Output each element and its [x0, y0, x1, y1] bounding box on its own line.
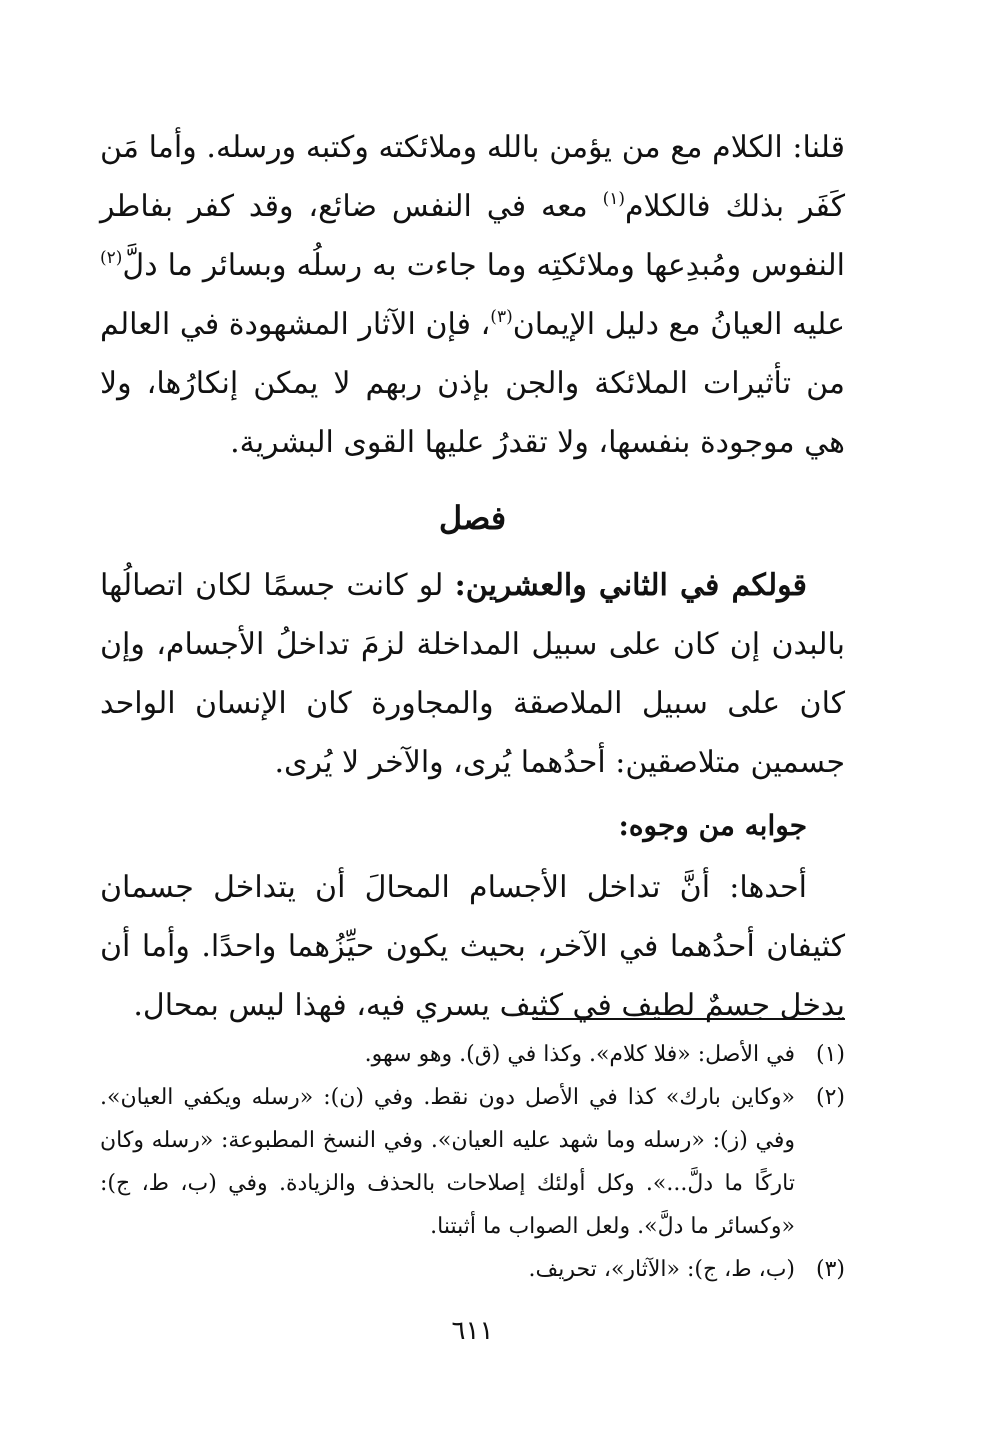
paragraph-1-text-c: عليه العيانُ مع دليل الإيمان	[512, 307, 845, 342]
footnotes	[100, 1033, 845, 1291]
paragraph-1-text-b: معه في النفس ضائع، وقد كفر بفاطر النفوس ومُبدِعها وملائكتِه وما جاءت به رسلُه وبسائر ما دلَّ	[100, 189, 845, 283]
footnote-separator	[533, 1018, 845, 1020]
paragraph-2-lead: قولكم في الثاني والعشرين:	[454, 568, 807, 603]
paragraph-1-text-a: قلنا: الكلام مع من يؤمن بالله وملائكته وكتبه ورسله. وأما مَن كَفَر بذلك فالكلام	[100, 130, 845, 224]
answer-subheading: جوابه من وجوه:	[618, 809, 807, 842]
footnote-ref-1: (١)	[602, 189, 625, 209]
footnote-ref-3: (٣)	[490, 307, 513, 327]
footnote-3	[100, 1248, 845, 1291]
footnote-text: في الأصل: «فلا كلام». وكذا في (ق). وهو سهو.	[364, 1042, 795, 1067]
footnote-2	[100, 1076, 845, 1248]
footnote-text: «وكاين بارك» كذا في الأصل دون نقط. وفي (ن): «رسله ويكفي العيان». وفي (ز): «رسله وما شهد عليه العيان». وفي النسخ المطبوعة: «رسله وكان تاركًا ما دلَّ...». وكل أولئك إصلاحات بالحذف والزيادة. وفي (ب، ط، ج): «وكسائر ما دلَّ». ولعل الصواب ما أثبتنا.	[100, 1085, 795, 1239]
footnote-number: (٢)	[815, 1085, 845, 1110]
paragraph-3: أحدها: أنَّ تداخل الأجسام المحالَ أن يتداخل جسمان كثيفان أحدُهما في الآخر، بحيث يكون حيِّزُهما واحدًا. وأما أن يدخل جسمٌ لطيف في كثيف يسري فيه، فهذا ليس بمحال.	[100, 870, 845, 1023]
footnote-number: (٣)	[815, 1257, 845, 1282]
paragraph-1	[100, 118, 845, 472]
paragraph-2	[100, 556, 845, 792]
book-page	[100, 118, 845, 1358]
footnote-ref-2: (٢)	[100, 248, 123, 268]
footnote-text: (ب، ط، ج): «الآثار»، تحريف.	[528, 1257, 795, 1282]
section-heading: فصل	[438, 499, 507, 537]
paragraph-1-text-d: ، فإن الآثار المشهودة في العالم من تأثيرات الملائكة والجن بإذن ربهم لا يمكن إنكارُها، ولا هي موجودة بنفسها، ولا تقدرُ عليها القوى البشرية.	[100, 307, 845, 460]
paragraph-2-text: لو كانت جسمًا لكان اتصالُها بالبدن إن كان على سبيل المداخلة لزمَ تداخلُ الأجسام، وإن كان على سبيل الملاصقة والمجاورة كان الإنسان الواحد جسمين متلاصقين: أحدُهما يُرى، والآخر لا يُرى.	[100, 568, 845, 780]
page-number: ٦١١	[451, 1316, 494, 1346]
footnote-1	[100, 1033, 845, 1076]
footnote-number: (١)	[815, 1042, 845, 1067]
